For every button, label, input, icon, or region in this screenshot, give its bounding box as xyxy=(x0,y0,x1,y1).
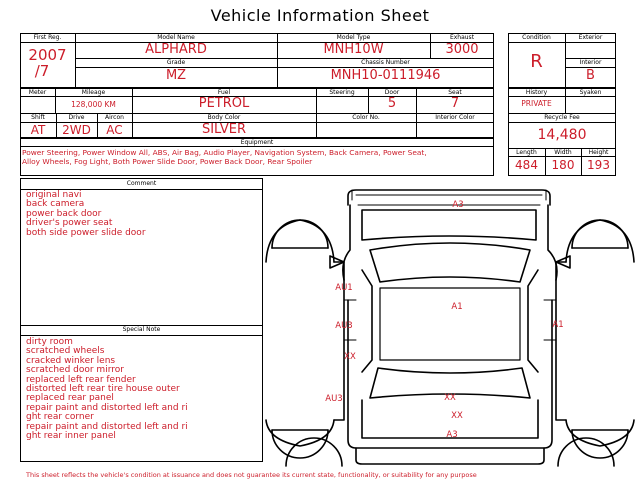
history-value: PRIVATE xyxy=(521,99,552,108)
special-note-item: dirty room xyxy=(26,337,73,347)
door-value: 5 xyxy=(387,96,397,111)
first-reg-year: 2007 xyxy=(28,46,67,64)
body-color-value: SILVER xyxy=(201,122,247,137)
length-label: Length xyxy=(516,149,537,156)
model-type-value: MNH10W xyxy=(323,42,384,57)
model-name-label: Model Name xyxy=(157,34,195,41)
special-note-list xyxy=(26,338,188,441)
model-name-value: ALPHARD xyxy=(145,42,207,57)
width-label: Width xyxy=(554,149,572,156)
mileage-label: Mileage xyxy=(81,89,106,96)
shift-label: Shift xyxy=(31,114,45,121)
equipment-text: Power Steering, Power Window All, ABS, Air Bag, Audio Player, Navigation System, Back Camera, Power Seat, Alloy Wheels, Fog Light, Both Power Slide Door, Power Back Door, Rear Spoiler xyxy=(22,148,427,166)
height-label: Height xyxy=(588,149,609,156)
mileage-value: 128,000 KM xyxy=(71,100,116,109)
damage-mark-rear-bumper: A3 xyxy=(446,430,458,440)
special-note-item: scratched door mirror xyxy=(26,365,124,376)
damage-mark-left-rear-fender: AU3 xyxy=(325,394,343,404)
damage-mark-roof: A1 xyxy=(451,302,463,312)
special-note-label: Special Note xyxy=(122,326,161,333)
special-note-item: replaced left rear fender xyxy=(26,374,136,385)
chassis-number-label: Chassis Number xyxy=(361,59,410,66)
seat-value: 7 xyxy=(450,96,460,111)
history-label: History xyxy=(525,89,548,96)
exterior-label: Exterior xyxy=(578,34,603,41)
interior-color-label: Interior Color xyxy=(435,114,475,121)
damage-mark-left-mid-door: AU3 xyxy=(335,321,353,331)
aircon-label: Aircon xyxy=(105,114,124,121)
condition-label: Condition xyxy=(522,34,551,41)
disclaimer-text: This sheet reflects the vehicle's condition at issuance and does not guarantee its current state, functionality, or suitability for any purpose xyxy=(26,471,477,479)
damage-mark-left-front-door: AU1 xyxy=(335,283,353,293)
chassis-number-value: MNH10-0111946 xyxy=(330,68,441,83)
special-note-item: repair paint and distorted left and ri xyxy=(26,402,188,413)
damage-mark-right-side: A1 xyxy=(552,320,564,330)
damage-mark-front: A3 xyxy=(452,200,464,210)
steering-label: Steering xyxy=(329,89,355,96)
body-color-label: Body Color xyxy=(207,114,241,121)
color-no-label: Color No. xyxy=(352,114,380,121)
comment-list xyxy=(26,191,146,238)
comment-item: driver's power seat xyxy=(26,218,113,229)
length-value: 484 xyxy=(515,158,538,172)
door-label: Door xyxy=(384,89,400,96)
page-title: Vehicle Information Sheet xyxy=(210,6,430,25)
vehicle-damage-diagram xyxy=(265,178,635,470)
drive-label: Drive xyxy=(68,114,85,121)
damage-mark-rear-center-2: XX xyxy=(451,411,463,421)
condition-value: R xyxy=(530,51,543,72)
interior-value: B xyxy=(586,68,595,83)
meter-label: Meter xyxy=(28,89,47,96)
aircon-value: AC xyxy=(106,123,123,137)
comment-item: power back door xyxy=(26,208,102,219)
recycle-fee-label: Recycle Fee xyxy=(544,114,580,121)
special-note-item: cracked winker lens xyxy=(26,355,116,366)
grade-value: MZ xyxy=(165,68,187,83)
first-reg-month: /7 xyxy=(34,62,50,80)
comment-item: back camera xyxy=(26,199,85,210)
shift-value: AT xyxy=(30,123,46,137)
height-value: 193 xyxy=(587,158,610,172)
grade-label: Grade xyxy=(166,59,186,66)
comment-label: Comment xyxy=(126,180,157,187)
special-note-item: ght rear inner panel xyxy=(26,431,116,442)
comment-item: original navi xyxy=(26,190,82,200)
width-value: 180 xyxy=(551,158,575,172)
exhaust-label: Exhaust xyxy=(449,34,475,41)
fuel-label: Fuel xyxy=(217,89,231,96)
syaken-label: Syaken xyxy=(579,89,602,96)
damage-mark-left-rear-door: XX xyxy=(344,352,356,362)
recycle-fee-value: 14,480 xyxy=(537,127,587,143)
interior-label: Interior xyxy=(579,59,602,66)
special-note-item: scratched wheels xyxy=(26,346,105,357)
special-note-item: repair paint and distorted left and ri xyxy=(26,421,188,432)
special-note-item: ght rear corner xyxy=(26,412,94,423)
fuel-value: PETROL xyxy=(198,96,250,111)
seat-label: Seat xyxy=(448,89,462,96)
equipment-label: Equipment xyxy=(240,139,274,146)
model-type-label: Model Type xyxy=(336,34,371,41)
comment-item: both side power slide door xyxy=(26,227,146,238)
damage-mark-rear-center-1: XX xyxy=(444,393,456,403)
exhaust-value: 3000 xyxy=(445,42,479,57)
special-note-item: replaced rear panel xyxy=(26,393,114,404)
first-reg-label: First Reg. xyxy=(33,34,62,41)
special-note-item: distorted left rear tire house outer xyxy=(26,384,180,395)
drive-value: 2WD xyxy=(62,123,91,137)
